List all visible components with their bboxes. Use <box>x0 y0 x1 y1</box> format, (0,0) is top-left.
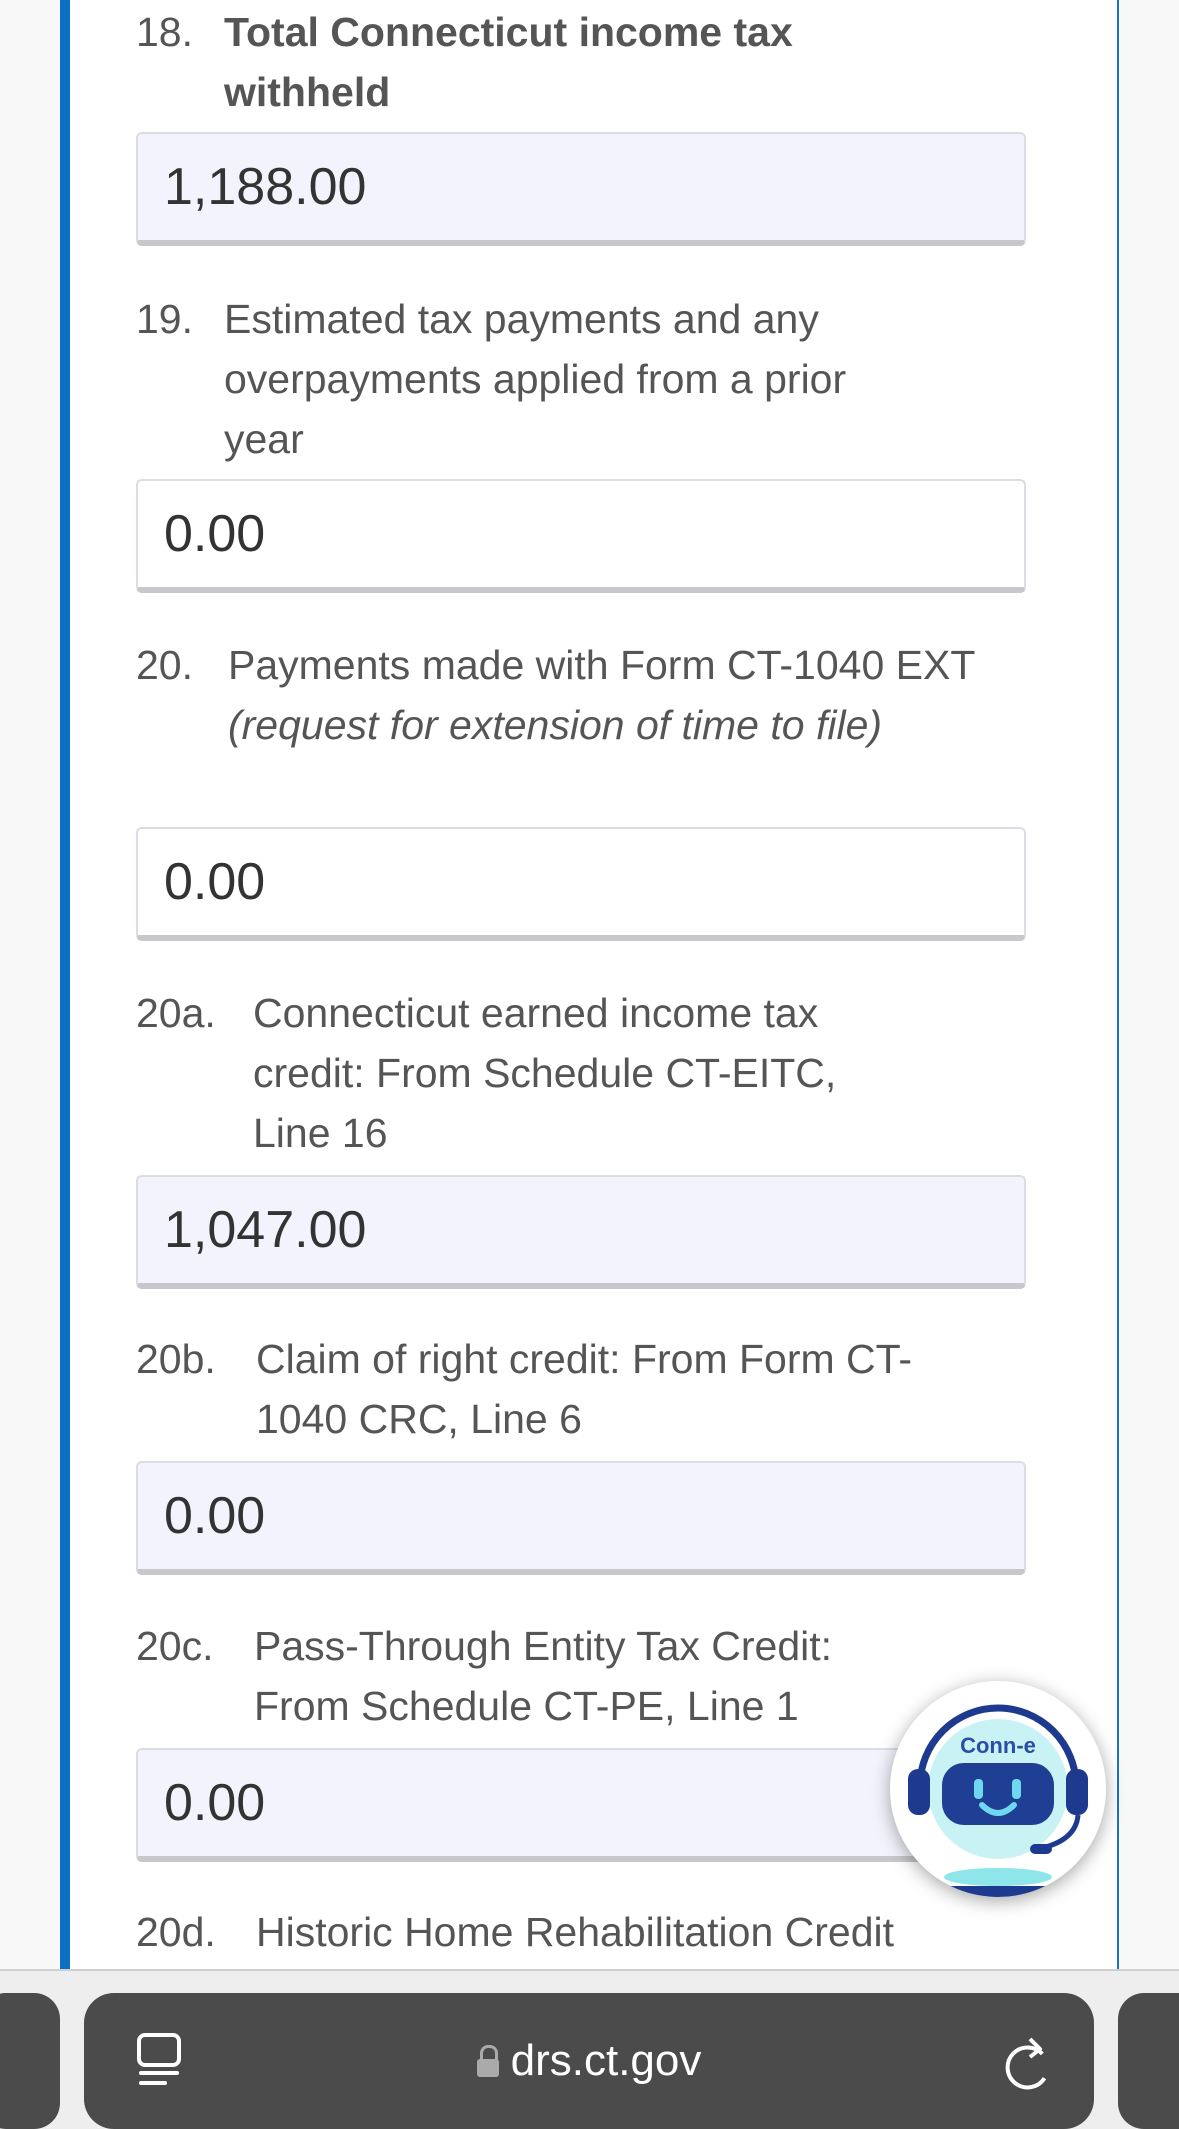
chatbot-button[interactable] <box>890 1681 1106 1897</box>
section-accent-bar <box>60 0 70 1969</box>
question-20: 20. Payments made with Form CT-1040 EXT (request for extension of time to file) <box>136 642 975 748</box>
question-18: 18. Total Connecticut income tax withheld <box>136 9 793 115</box>
previous-tab[interactable] <box>0 1993 60 2129</box>
line-18-input[interactable]: 1,188.00 <box>136 132 1026 246</box>
line-19-input[interactable]: 0.00 <box>136 479 1026 593</box>
next-tab[interactable] <box>1118 1993 1179 2129</box>
question-20a: 20a. Connecticut earned income tax credit: From Schedule CT-EITC, Line 16 <box>136 990 837 1156</box>
chatbot-robot-icon <box>890 1681 1106 1897</box>
line-20b-input[interactable]: 0.00 <box>136 1461 1026 1575</box>
question-20c: 20c. Pass-Through Entity Tax Credit: From Schedule CT-PE, Line 1 <box>136 1623 833 1729</box>
question-20b: 20b. Claim of right credit: From Form CT-1040 CRC, Line 6 <box>136 1336 913 1442</box>
question-20d: 20d. Historic Home Rehabilitation Credit <box>136 1909 895 1955</box>
lock-icon <box>477 2059 499 2077</box>
line-20a-input[interactable]: 1,047.00 <box>136 1175 1026 1289</box>
line-20c-input[interactable]: 0.00 <box>136 1748 1026 1862</box>
chatbot-name: Conn-e <box>960 1733 1036 1758</box>
address-bar[interactable] <box>84 1993 1094 2129</box>
line-20-input[interactable]: 0.00 <box>136 827 1026 941</box>
url-text: drs.ct.gov <box>510 2036 702 2085</box>
question-19: 19. Estimated tax payments and any overpayments applied from a prior year <box>136 296 847 462</box>
reload-icon[interactable] <box>1004 2035 1054 2091</box>
